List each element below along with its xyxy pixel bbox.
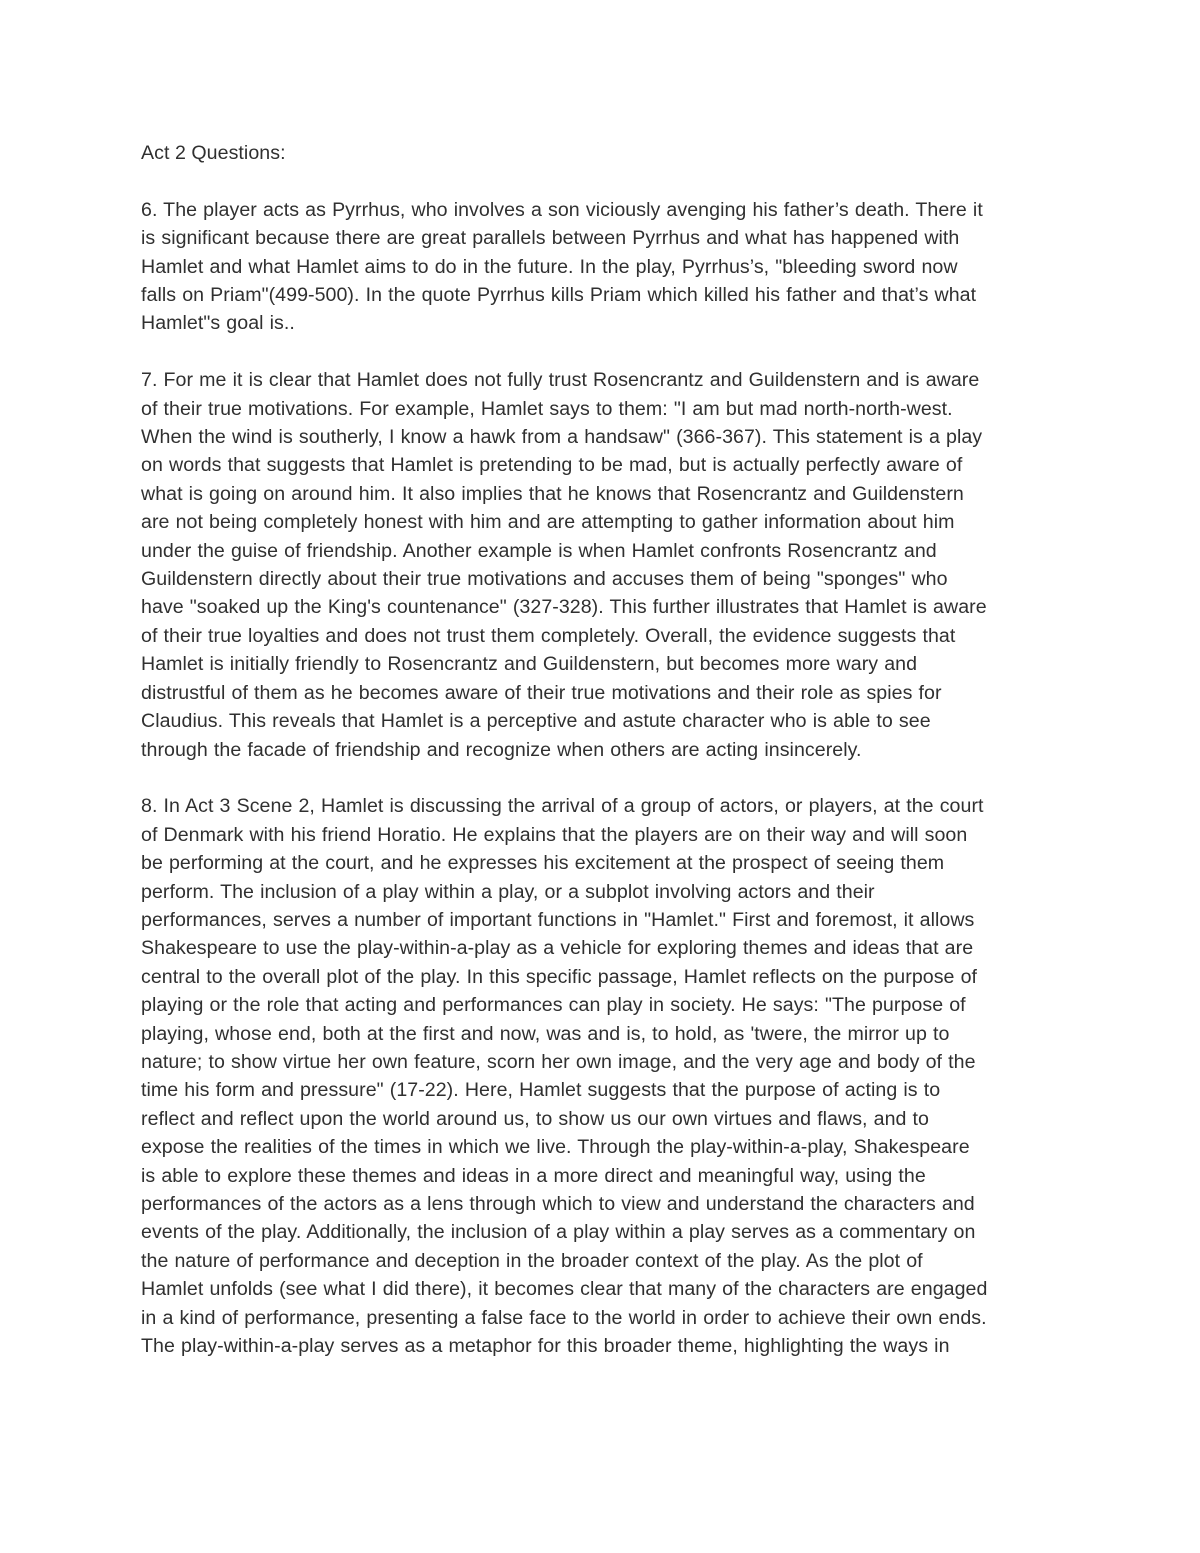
section-heading: Act 2 Questions: bbox=[141, 142, 286, 164]
text-line: performances of the actors as a lens through which to view and understand the characters and bbox=[141, 1192, 975, 1215]
text-line: are not being completely honest with him and are attempting to gather information about him bbox=[141, 511, 955, 534]
text-line: events of the play. Additionally, the inclusion of a play within a play serves as a commentary on bbox=[141, 1221, 976, 1244]
text-line: expose the realities of the times in which we live. Through the play-within-a-play, Shakespeare bbox=[141, 1136, 970, 1159]
text-line: on words that suggests that Hamlet is pretending to be mad, but is actually perfectly aware of bbox=[141, 454, 963, 477]
text-line: Hamlet is initially friendly to Rosencrantz and Guildenstern, but becomes more wary and bbox=[141, 653, 918, 676]
text-line: under the guise of friendship. Another example is when Hamlet confronts Rosencrantz and bbox=[141, 539, 937, 562]
text-line: through the facade of friendship and recognize when others are acting insincerely. bbox=[141, 738, 862, 761]
text-line: of their true motivations. For example, Hamlet says to them: "I am but mad north-north-west. bbox=[141, 397, 953, 420]
text-line: what is going on around him. It also implies that he knows that Rosencrantz and Guildenstern bbox=[141, 482, 964, 505]
text-line: nature; to show virtue her own feature, scorn her own image, and the very age and body of the bbox=[141, 1050, 976, 1073]
text-line: playing or the role that acting and performances can play in society. He says: "The purpose of bbox=[141, 994, 966, 1017]
answer-paragraph-6 bbox=[141, 196, 1066, 338]
document-body bbox=[141, 139, 1066, 1389]
text-line: Hamlet and what Hamlet aims to do in the future. In the play, Pyrrhus’s, "bleeding sword now bbox=[141, 255, 958, 278]
text-line: Claudius. This reveals that Hamlet is a perceptive and astute character who is able to see bbox=[141, 710, 931, 733]
text-line: perform. The inclusion of a play within a play, or a subplot involving actors and their bbox=[141, 880, 875, 903]
text-line: time his form and pressure" (17-22). Here, Hamlet suggests that the purpose of acting is to bbox=[141, 1079, 941, 1102]
text-line: playing, whose end, both at the first and now, was and is, to hold, as 'twere, the mirror up to bbox=[141, 1022, 950, 1045]
text-line: be performing at the court, and he expresses his excitement at the prospect of seeing them bbox=[141, 852, 945, 875]
text-line: performances, serves a number of important functions in "Hamlet." First and foremost, it allows bbox=[141, 908, 975, 931]
text-line: Hamlet"s goal is.. bbox=[141, 312, 295, 335]
text-line: in a kind of performance, presenting a false face to the world in order to achieve their own ends. bbox=[141, 1306, 987, 1329]
text-line: central to the overall plot of the play. In this specific passage, Hamlet reflects on the purpose of bbox=[141, 965, 978, 988]
text-line: reflect and reflect upon the world around us, to show us our own virtues and flaws, and to bbox=[141, 1107, 930, 1130]
text-line: the nature of performance and deception in the broader context of the play. As the plot of bbox=[141, 1249, 923, 1272]
text-line: 6. The player acts as Pyrrhus, who involves a son viciously avenging his father’s death. There it bbox=[141, 198, 983, 221]
text-line: 8. In Act 3 Scene 2, Hamlet is discussing the arrival of a group of actors, or players, at the court bbox=[141, 795, 984, 818]
text-line: is able to explore these themes and ideas in a more direct and meaningful way, using the bbox=[141, 1164, 926, 1187]
text-line: Guildenstern directly about their true motivations and accuses them of being "sponges" who bbox=[141, 568, 948, 591]
answer-paragraph-7 bbox=[141, 366, 1066, 764]
text-line: Hamlet unfolds (see what I did there), it becomes clear that many of the characters are engaged bbox=[141, 1278, 988, 1301]
text-line: of their true loyalties and does not trust them completely. Overall, the evidence suggests that bbox=[141, 624, 956, 647]
text-line: When the wind is southerly, I know a hawk from a handsaw" (366-367). This statement is a play bbox=[141, 426, 983, 449]
text-line: falls on Priam"(499-500). In the quote Pyrrhus kills Priam which killed his father and that’s what bbox=[141, 284, 977, 307]
answer-paragraph-8 bbox=[141, 792, 1066, 1360]
text-line: have "soaked up the King's countenance" (327-328). This further illustrates that Hamlet is aware bbox=[141, 596, 987, 619]
text-line: 7. For me it is clear that Hamlet does not fully trust Rosencrantz and Guildenstern and is aware bbox=[141, 369, 980, 392]
text-line: of Denmark with his friend Horatio. He explains that the players are on their way and will soon bbox=[141, 823, 968, 846]
text-line: Shakespeare to use the play-within-a-play as a vehicle for exploring themes and ideas that are bbox=[141, 937, 974, 960]
text-line: distrustful of them as he becomes aware of their true motivations and their role as spies for bbox=[141, 681, 942, 704]
text-line: The play-within-a-play serves as a metaphor for this broader theme, highlighting the ways in bbox=[141, 1335, 950, 1358]
text-line: is significant because there are great parallels between Pyrrhus and what has happened with bbox=[141, 227, 960, 250]
